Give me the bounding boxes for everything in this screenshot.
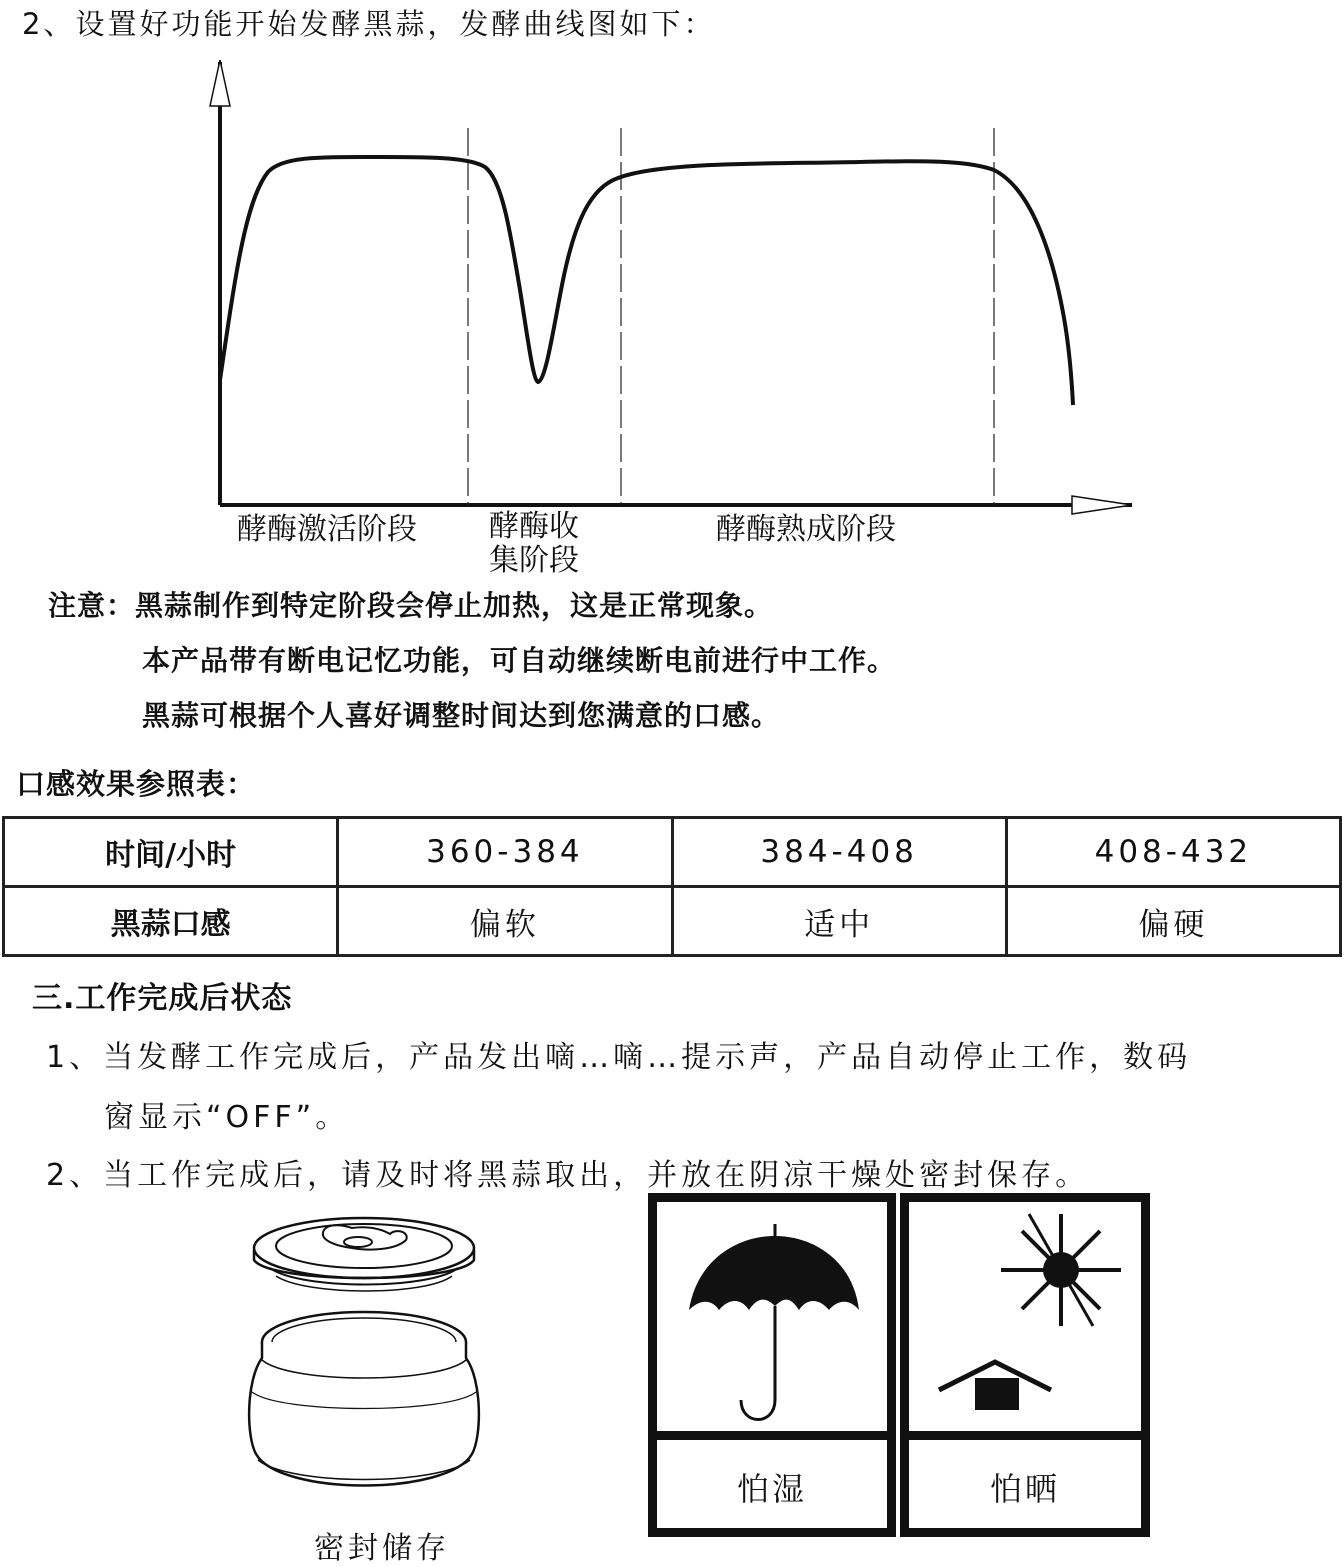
stage-label-collection-line2: 集阶段 bbox=[489, 543, 579, 578]
time-range-cell: 408-432 bbox=[1006, 818, 1340, 887]
intro-text: 2、设置好功能开始发酵黑蒜，发酵曲线图如下： bbox=[22, 7, 716, 41]
step1-line2: 窗显示“OFF”。 bbox=[104, 1100, 350, 1135]
taste-table-title: 口感效果参照表： bbox=[16, 767, 257, 801]
note-line-2: 本产品带有断电记忆功能，可自动继续断电前进行中工作。 bbox=[142, 644, 897, 677]
keep-dry-symbol bbox=[648, 1193, 896, 1537]
texture-cell: 偏软 bbox=[338, 887, 672, 956]
umbrella-icon bbox=[657, 1202, 887, 1434]
row-header-texture: 黑蒜口感 bbox=[4, 887, 338, 956]
row-header-time: 时间/小时 bbox=[4, 818, 338, 887]
stage-label-activation: 酵酶激活阶段 bbox=[237, 512, 417, 547]
fermentation-curve-chart bbox=[0, 0, 1344, 600]
keep-dry-divider bbox=[657, 1431, 887, 1440]
texture-cell: 偏硬 bbox=[1006, 887, 1340, 956]
jar-caption: 密封储存 bbox=[314, 1531, 450, 1566]
fermentation-curve bbox=[220, 157, 1073, 405]
stage-label-maturation: 酵酶熟成阶段 bbox=[716, 512, 896, 547]
step2-text: 2、当工作完成后，请及时将黑蒜取出，并放在阴凉干燥处密封保存。 bbox=[46, 1158, 1090, 1193]
keep-from-sun-symbol bbox=[900, 1193, 1150, 1537]
taste-reference-table bbox=[2, 816, 1342, 957]
section3-title: 三.工作完成后状态 bbox=[32, 981, 293, 1016]
texture-cell: 适中 bbox=[672, 887, 1006, 956]
y-axis-arrow bbox=[210, 60, 230, 106]
stage-label-collection-line1: 酵酶收 bbox=[489, 509, 579, 544]
note-line-3: 黑蒜可根据个人喜好调整时间达到您满意的口感。 bbox=[142, 699, 781, 732]
table-row-texture bbox=[4, 887, 1341, 956]
note-line-1: 注意：黑蒜制作到特定阶段会停止加热，这是正常现象。 bbox=[48, 589, 774, 622]
time-range-cell: 384-408 bbox=[672, 818, 1006, 887]
keep-from-sun-divider bbox=[909, 1431, 1141, 1440]
step1-line1: 1、当发酵工作完成后，产品发出嘀…嘀…提示声，产品自动停止工作，数码 bbox=[46, 1040, 1192, 1075]
sealed-jar-illustration bbox=[240, 1210, 500, 1500]
keep-from-sun-label: 怕晒 bbox=[989, 1470, 1060, 1508]
keep-dry-label: 怕湿 bbox=[736, 1470, 807, 1508]
sun-icon bbox=[909, 1202, 1141, 1434]
x-axis-arrow bbox=[1072, 496, 1132, 514]
table-row-time bbox=[4, 818, 1341, 887]
time-range-cell: 360-384 bbox=[338, 818, 672, 887]
